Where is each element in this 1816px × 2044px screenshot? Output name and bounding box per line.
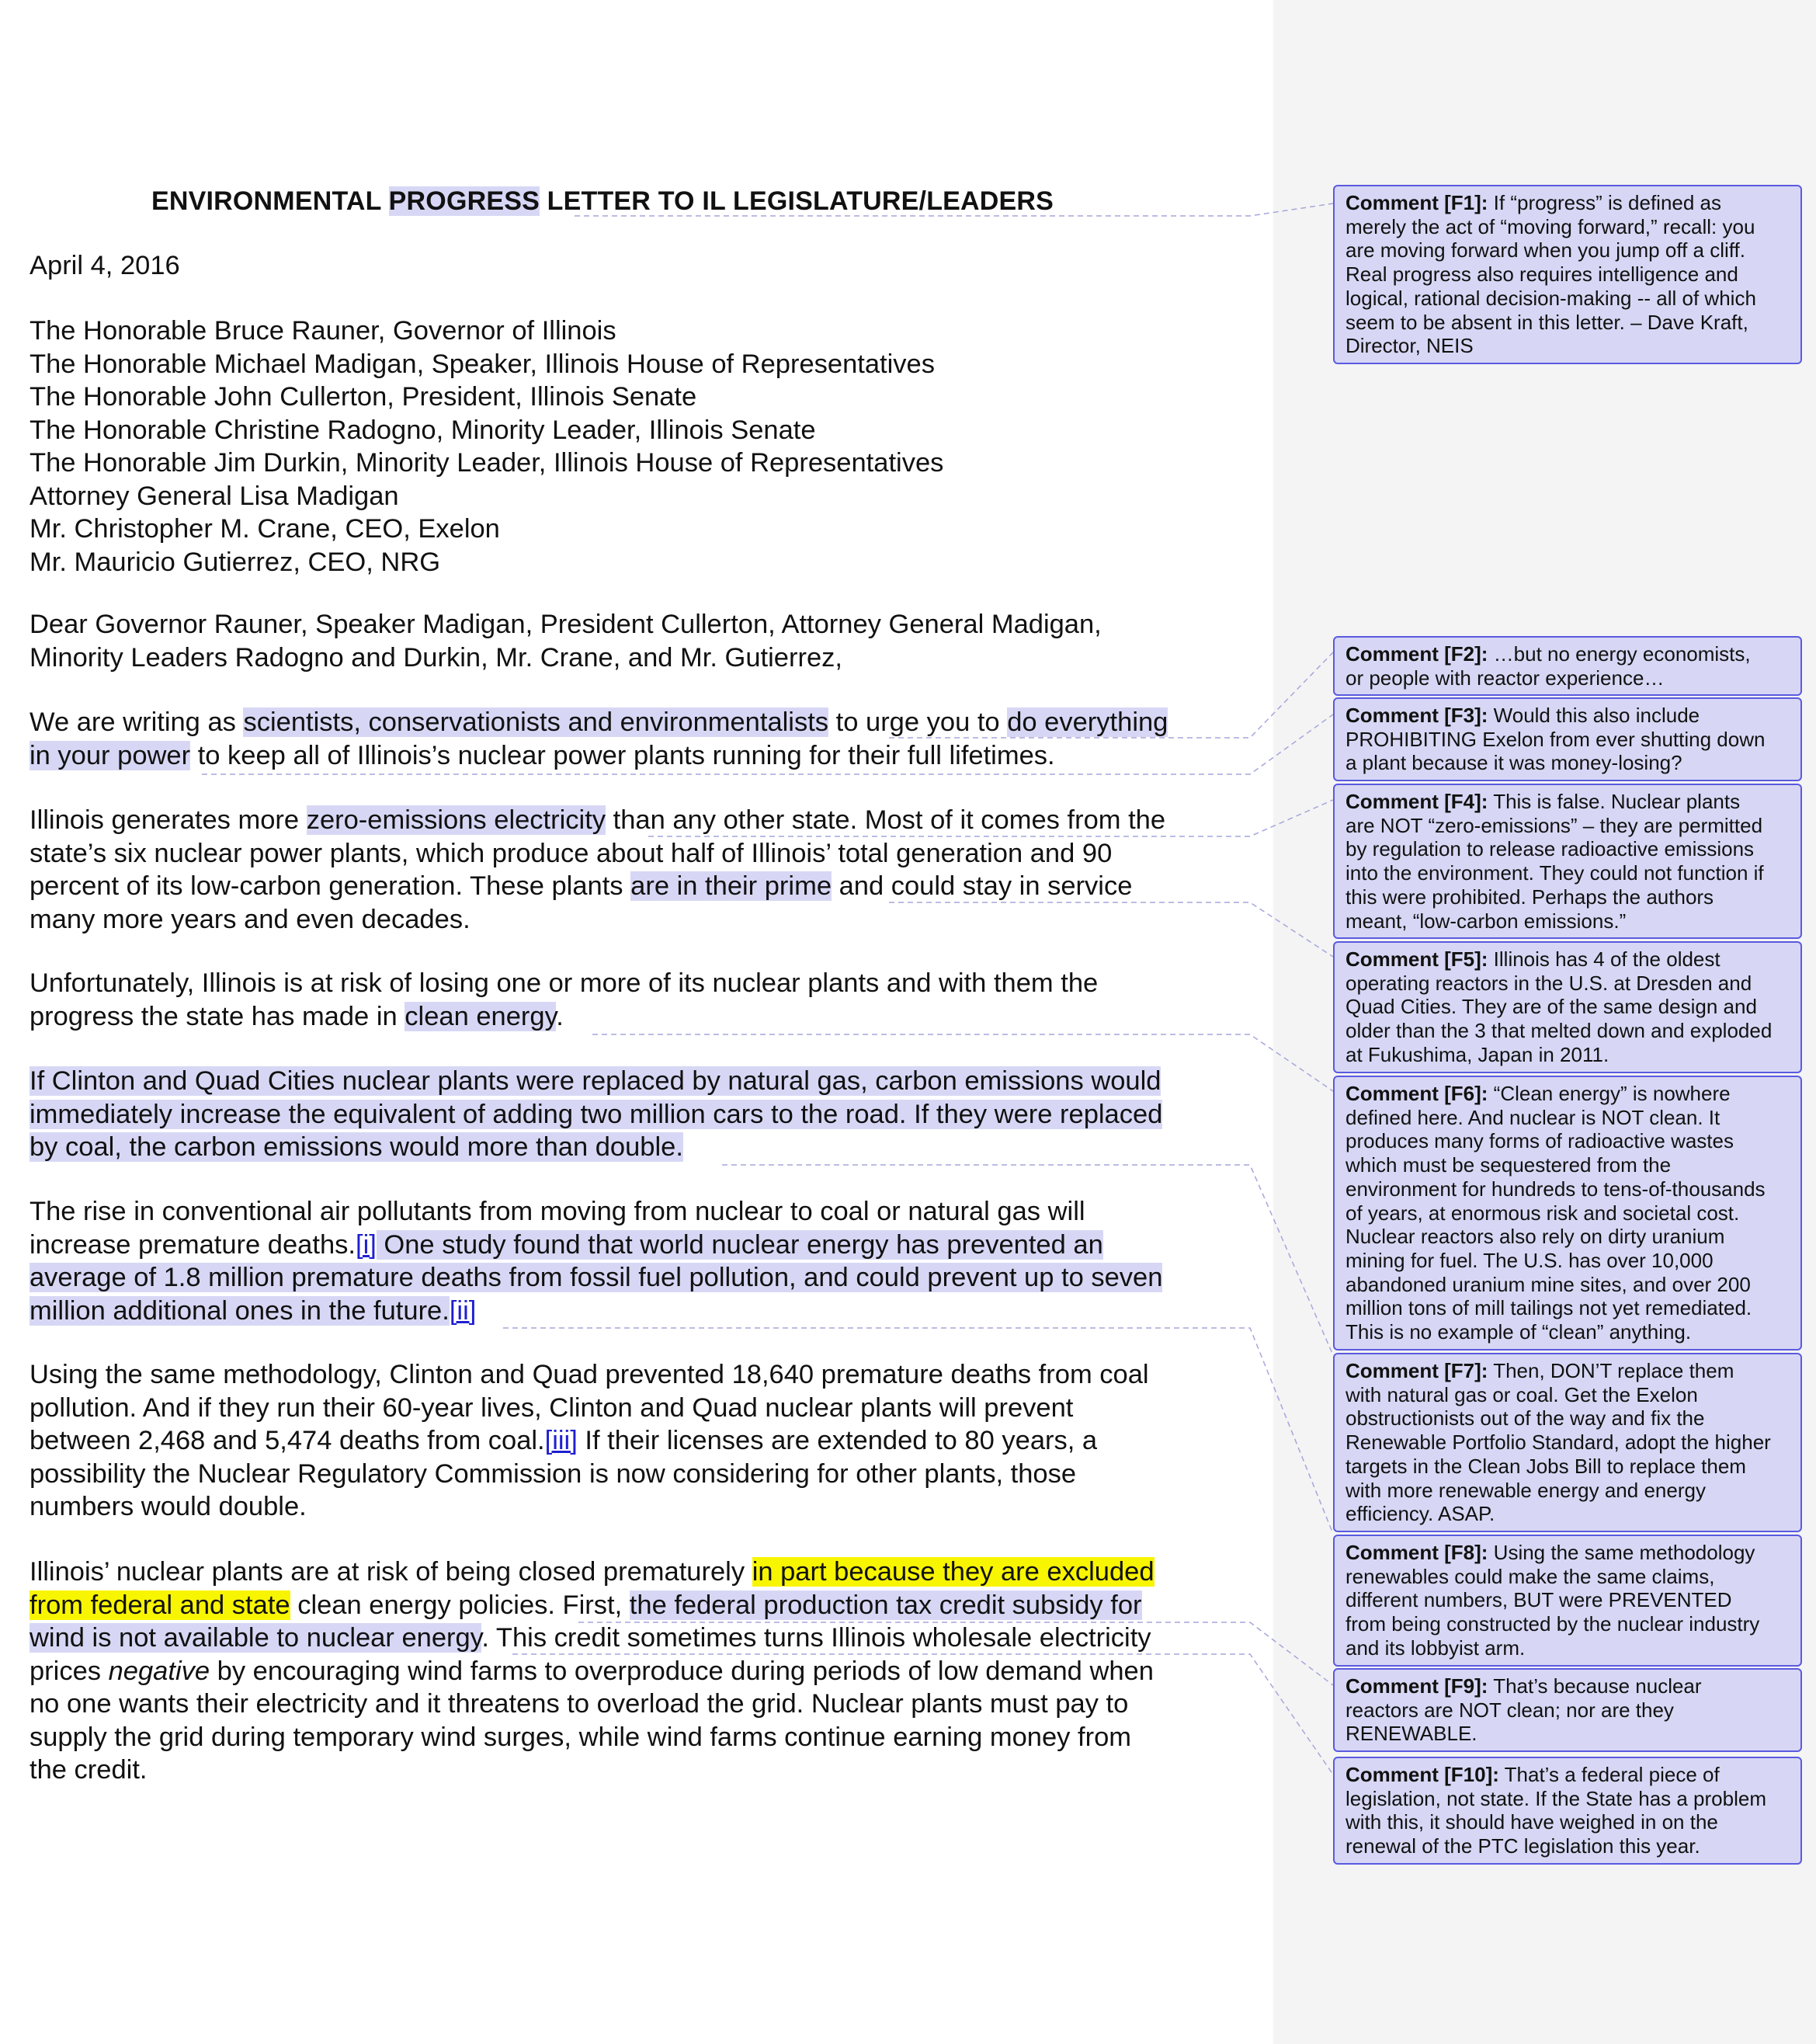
highlight-ptc-2[interactable]: wind is not available to nuclear energy xyxy=(30,1623,482,1653)
comment-f8[interactable]: Comment [F8]: Using the same methodology renewables could make the same claims, different numbers, BUT were PREVENTED from being constructed by the nuclear industry and its lobbyist arm. xyxy=(1333,1535,1802,1667)
paragraph-7: Illinois’ nuclear plants are at risk of being closed prematurely in part because they are excluded from federal and state clean energy policies. First, the federal production tax credit subsidy for wind is not available to nuclear energy. This credit sometimes turns Illinois wholesale electricity prices negative by encouraging wind farms to overproduce during periods of low demand when no one wants their electricity and it threatens to overload the grid. Nuclear plants must pay to supply the grid during temporary wind surges, while wind farms continue earning money from the credit. xyxy=(30,1557,1155,1785)
paragraph-6: Using the same methodology, Clinton and Quad prevented 18,640 premature deaths from coal pollution. And if they run their 60-year lives, Clinton and Quad nuclear plants will prevent between 2,468 and 5,474 deaths from coal.[iii] If their licenses are extended to 80 years, a possibility the Nuclear Regulatory Commission is now considering for other plants, those numbers would double. xyxy=(30,1360,1149,1521)
recipient-line: The Honorable Jim Durkin, Minority Leader, Illinois House of Representatives xyxy=(30,448,944,478)
yellow-highlight-excluded[interactable]: in part because they are excluded xyxy=(752,1557,1155,1587)
highlight-in-their-prime[interactable]: are in their prime xyxy=(630,871,832,901)
footnote-link-ii[interactable]: [ii] xyxy=(449,1295,477,1326)
recipient-line: Mr. Christopher M. Crane, CEO, Exelon xyxy=(30,514,500,544)
highlight-one-study-3[interactable]: million additional ones in the future. xyxy=(30,1295,450,1326)
paragraph-5: The rise in conventional air pollutants from moving from nuclear to coal or natural gas will increase premature deaths.[i] One study found that world nuclear energy has prevented an average of 1.8 million premature deaths from fossil fuel pollution, and could prevent up to seven million additional ones in the future.[ii] xyxy=(30,1197,1163,1326)
highlight-clinton-quad-2[interactable]: immediately increase the equivalent of adding two million cars to the road. If they were replaced xyxy=(30,1099,1163,1129)
highlight-zero-emissions[interactable]: zero-emissions electricity xyxy=(306,805,606,835)
recipient-line: The Honorable Bruce Rauner, Governor of Illinois xyxy=(30,316,616,346)
comment-f1[interactable]: Comment [F1]: If “progress” is defined as merely the act of “moving forward,” recall: you are moving forward when you jump off a cliff. Real progress also requires intelligence and logical, rational decision-making -- all of which seem to be absent in this letter. – Dave Kraft, Director, NEIS xyxy=(1333,185,1802,364)
comment-f9[interactable]: Comment [F9]: That’s because nuclear reactors are NOT clean; nor are they RENEWABLE. xyxy=(1333,1668,1802,1752)
paragraph-2: Illinois generates more zero-emissions electricity than any other state. Most of it comes from the state’s six nuclear power plants, which produce about half of Illinois’ total generation and 90 percent of its low-carbon generation. These plants are in their prime and could stay in service many more years and even decades. xyxy=(30,805,1166,934)
paragraph-3: Unfortunately, Illinois is at risk of losing one or more of its nuclear plants and with them the progress the state has made in clean energy. xyxy=(30,968,1099,1031)
comment-f4[interactable]: Comment [F4]: This is false. Nuclear plants are NOT “zero-emissions” – they are permitted by regulation to release radioactive emissions into the environment. They could not function if this were prohibited. Perhaps the authors meant, “low-carbon emissions.” xyxy=(1333,784,1802,939)
highlight-one-study[interactable]: One study found that world nuclear energy has prevented an xyxy=(376,1229,1103,1260)
comment-f3[interactable]: Comment [F3]: Would this also include PROHIBITING Exelon from ever shutting down a plant because it was money-losing? xyxy=(1333,697,1802,781)
highlight-progress[interactable]: PROGRESS xyxy=(388,186,540,216)
footnote-link-iii[interactable]: [iii] xyxy=(544,1426,578,1455)
comment-f6[interactable]: Comment [F6]: “Clean energy” is nowhere defined here. And nuclear is NOT clean. It produces many forms of radioactive wastes which must be sequestered from the environment for hundreds to tens-of-thousands of years, at enormous risk and societal cost. Nuclear reactors also rely on dirty uranium mining for fuel. The U.S. has over 10,000 abandoned uranium mine sites, and over 200 million tons of mill tailings not yet remediated. This is no example of “clean” anything. xyxy=(1333,1076,1802,1350)
yellow-highlight-federal-state[interactable]: from federal and state xyxy=(30,1590,290,1620)
footnote-link-i[interactable]: [i] xyxy=(355,1229,377,1260)
recipients-block xyxy=(30,315,1264,579)
letter-date: April 4, 2016 xyxy=(30,251,180,280)
salutation: Dear Governor Rauner, Speaker Madigan, President Cullerton, Attorney General Madigan, Minority Leaders Radogno and Durkin, Mr. Crane, and Mr. Gutierrez, xyxy=(30,610,1102,673)
highlight-one-study-2[interactable]: average of 1.8 million premature deaths from fossil fuel pollution, and could prevent up to seven xyxy=(30,1263,1163,1292)
recipient-line: The Honorable Michael Madigan, Speaker, Illinois House of Representatives xyxy=(30,349,935,379)
comment-f5[interactable]: Comment [F5]: Illinois has 4 of the oldest operating reactors in the U.S. at Dresden and Quad Cities. They are of the same design and older than the 3 that melted down and exploded at Fukushima, Japan in 2011. xyxy=(1333,941,1802,1073)
highlight-scientists[interactable]: scientists, conservationists and environmentalists xyxy=(243,707,829,737)
highlight-clinton-quad-3[interactable]: by coal, the carbon emissions would more than double. xyxy=(30,1132,683,1162)
highlight-in-your-power[interactable]: in your power xyxy=(30,740,191,770)
recipient-line: The Honorable Christine Radogno, Minority Leader, Illinois Senate xyxy=(30,415,816,445)
letter-title: ENVIRONMENTAL PROGRESS LETTER TO IL LEGISLATURE/LEADERS xyxy=(151,186,1054,216)
highlight-ptc[interactable]: the federal production tax credit subsidy for xyxy=(629,1590,1142,1620)
recipient-line: The Honorable John Cullerton, President, Illinois Senate xyxy=(30,382,697,412)
recipient-line: Attorney General Lisa Madigan xyxy=(30,481,399,511)
recipient-line: Mr. Mauricio Gutierrez, CEO, NRG xyxy=(30,547,441,577)
highlight-clean-energy[interactable]: clean energy xyxy=(405,1001,557,1031)
comment-f2[interactable]: Comment [F2]: …but no energy economists, or people with reactor experience… xyxy=(1333,636,1802,696)
comment-f10[interactable]: Comment [F10]: That’s a federal piece of legislation, not state. If the State has a problem with this, it should have weighed in on the renewal of the PTC legislation this year. xyxy=(1333,1757,1802,1865)
paragraph-4 xyxy=(30,1065,1264,1164)
highlight-do-everything[interactable]: do everything xyxy=(1007,707,1168,737)
comment-f7[interactable]: Comment [F7]: Then, DON’T replace them with natural gas or coal. Get the Exelon obstructionists out of the way and fix the Renewable Portfolio Standard, adopt the higher targets in the Clean Jobs Bill to replace them with more renewable energy and energy efficiency. ASAP. xyxy=(1333,1353,1802,1532)
paragraph-1: We are writing as scientists, conservationists and environmentalists to urge you to do everything in your power to keep all of Illinois’s nuclear power plants running for their full lifetimes. xyxy=(30,707,1168,770)
highlight-clinton-quad[interactable]: If Clinton and Quad Cities nuclear plants were replaced by natural gas, carbon emissions would xyxy=(30,1066,1161,1096)
